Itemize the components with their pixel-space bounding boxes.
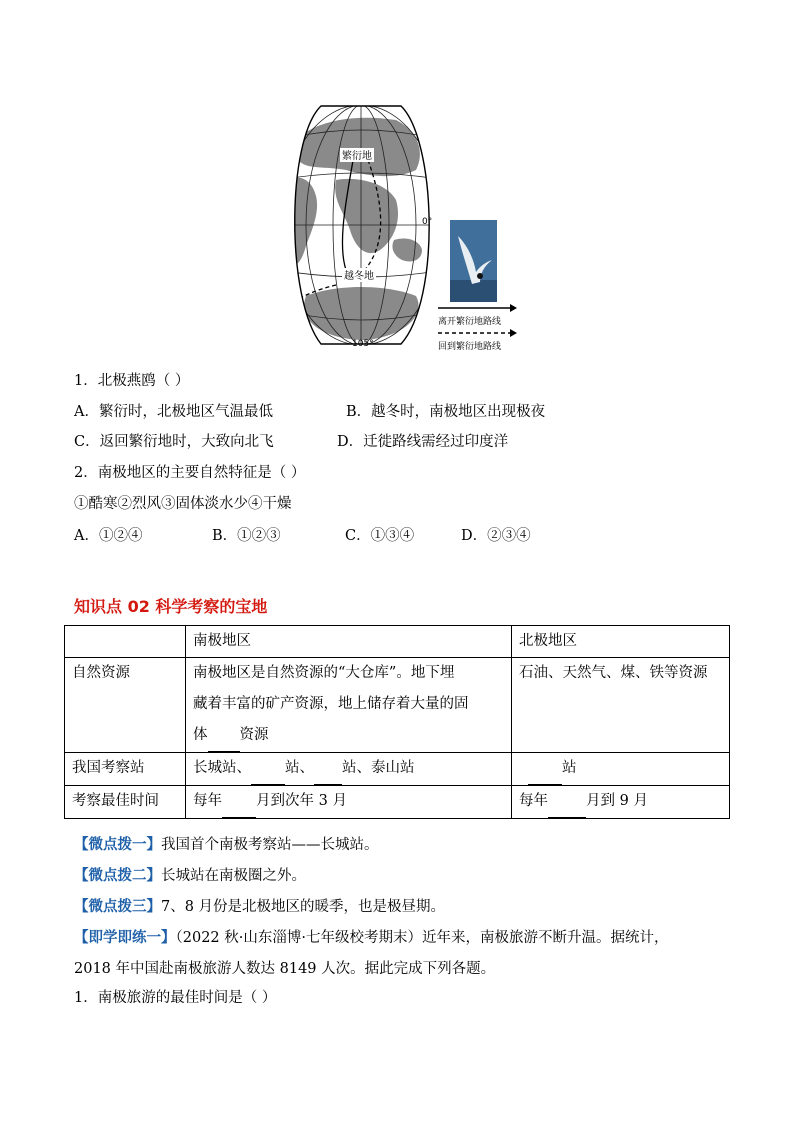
wintering-label: 越冬地 xyxy=(344,271,374,282)
legend xyxy=(438,304,528,352)
practice-line-2: 2018 年中国赴南极旅游人数达 8149 人次。据此完成下列各题。 xyxy=(74,961,496,977)
practice-intro: 【即学即练一】（2022 秋·山东淄博·七年级校考期末）近年来，南极旅游不断升温。据统计， xyxy=(74,929,669,946)
meridian-105-label: 105° xyxy=(352,339,374,349)
row-label-stations: 我国考察站 xyxy=(65,753,186,786)
blank-solid-water xyxy=(208,720,240,752)
option-d: D．迁徙路线需经过印度洋 xyxy=(337,434,509,450)
q2-option-b: B．①②③ xyxy=(212,528,281,544)
meridian-0-label: 0° xyxy=(422,217,433,227)
section-title: 知识点 02 科学考察的宝地 xyxy=(74,597,268,616)
table-row xyxy=(65,658,730,753)
tip-3: 【微点拨三】7、8 月份是北极地区的暖季，也是极昼期。 xyxy=(74,898,446,915)
breeding-label: 繁衍地 xyxy=(342,151,372,162)
q2-option-c: C．①③④ xyxy=(345,528,415,544)
option-b: B．越冬时，南极地区出现极夜 xyxy=(346,404,546,420)
q2-option-a: A．①②④ xyxy=(74,528,143,544)
knowledge-table xyxy=(64,625,730,819)
tip-2: 【微点拨二】长城站在南极圈之外。 xyxy=(74,867,306,884)
legend-return-label: 回到繁衍地路线 xyxy=(438,342,502,352)
blank-month-south xyxy=(222,786,256,818)
cell-north-time: 每年 月到 9 月 xyxy=(512,786,730,819)
table-header-north: 北极地区 xyxy=(512,626,730,658)
table-row xyxy=(65,753,730,786)
arctic-tern-photo xyxy=(450,220,497,302)
row-label-time: 考察最佳时间 xyxy=(65,786,186,819)
blank-month-north xyxy=(548,786,586,818)
legend-return xyxy=(438,329,528,339)
legend-leave-label: 离开繁衍地路线 xyxy=(438,317,502,327)
question-1: 1．北极燕鸥（ ） xyxy=(74,373,190,389)
blank-station-2 xyxy=(314,753,342,785)
table-header-empty xyxy=(65,626,186,658)
cell-south-stations: 长城站、 站、 站、泰山站 xyxy=(186,753,512,786)
q2-option-d: D．②③④ xyxy=(461,528,531,544)
table-header-row xyxy=(65,626,730,658)
map-graphic xyxy=(276,100,446,350)
option-c: C．返回繁衍地时，大致向北飞 xyxy=(74,434,274,450)
cell-north-resources: 石油、天然气、煤、铁等资源 xyxy=(512,658,730,753)
blank-station-1 xyxy=(251,753,285,785)
legend-leave xyxy=(438,304,528,314)
cell-south-time: 每年 月到次年 3 月 xyxy=(186,786,512,819)
tip-1: 【微点拨一】我国首个南极考察站——长城站。 xyxy=(74,836,379,853)
question-2: 2．南极地区的主要自然特征是（ ） xyxy=(74,465,306,481)
option-a: A．繁衍时，北极地区气温最低 xyxy=(74,404,273,420)
migration-map xyxy=(276,100,446,350)
cell-north-stations: 站 xyxy=(512,753,730,786)
question-2-items: ①酷寒②烈风③固体淡水少④干燥 xyxy=(74,496,292,512)
row-label-resources: 自然资源 xyxy=(65,658,186,753)
blank-station-north xyxy=(528,753,562,785)
practice-question-1: 1．南极旅游的最佳时间是（ ） xyxy=(74,990,277,1006)
table-row xyxy=(65,786,730,819)
table-header-south: 南极地区 xyxy=(186,626,512,658)
cell-south-resources: 南极地区是自然资源的“大仓库”。地下埋 藏着丰富的矿产资源，地上储存着大量的固 体 资源 xyxy=(186,658,512,753)
